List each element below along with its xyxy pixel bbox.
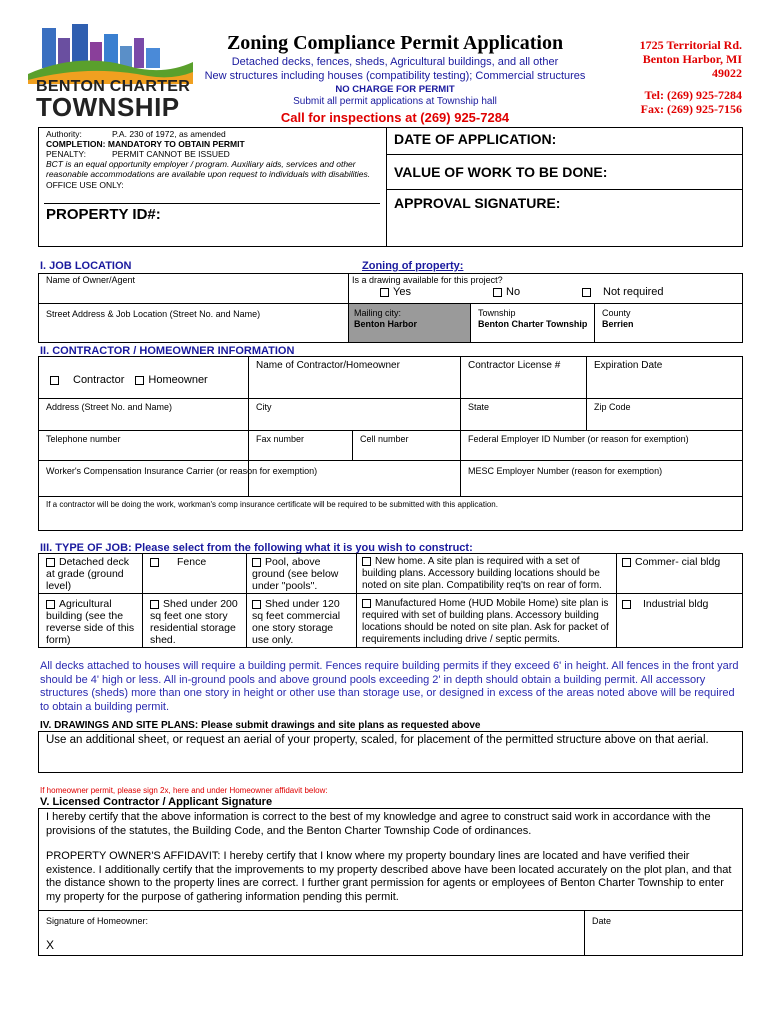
address-line-3: 49022	[712, 66, 742, 80]
job-type-heading: III. TYPE OF JOB: Please select from the following what it is you wish to construct:	[40, 542, 473, 554]
owner-agent-field[interactable]: Name of Owner/Agent	[46, 275, 136, 285]
workers-comp-field[interactable]: Worker's Compensation Insurance Carrier (or reason for exemption)	[46, 466, 318, 476]
authority-value: P.A. 230 of 1972, as amended	[112, 129, 226, 139]
not-required-label: Not required	[603, 286, 664, 298]
homeowner-note: If homeowner permit, please sign 2x, here and under Homeowner affidavit below:	[40, 786, 328, 795]
penalty-value: PERMIT CANNOT BE ISSUED	[112, 149, 230, 159]
manufactured-label: Manufactured Home (HUD Mobile Home) site plan is required with set of building plans. Accessory building locations should be noted on site plan. Ask for packet of requirements including drive / septic permits.	[362, 598, 609, 645]
subtitle-line-2: New structures including houses (compatibility testing); Commercial structures	[204, 70, 586, 82]
signature-heading: V. Licensed Contractor / Applicant Signature	[40, 796, 273, 808]
signature-x-mark: X	[46, 938, 55, 952]
mailing-city-value: Benton Harbor	[354, 319, 417, 329]
commercial-checkbox[interactable]	[622, 558, 631, 567]
drawing-yes-option[interactable]	[380, 286, 411, 299]
drawing-no-option[interactable]	[493, 286, 520, 299]
submit-note: Submit all permit applications at Township hall	[293, 96, 497, 107]
state-field[interactable]: State	[468, 402, 490, 412]
approval-signature-field[interactable]: APPROVAL SIGNATURE:	[394, 195, 561, 211]
signature-date-field[interactable]: Date	[592, 916, 612, 926]
shed-commercial-checkbox[interactable]	[252, 600, 261, 609]
commercial-label: Commer- cial bldg	[635, 556, 721, 568]
tel-line: Tel: (269) 925-7284	[644, 88, 742, 102]
job-commercial-option[interactable]	[622, 556, 722, 568]
fein-field[interactable]: Federal Employer ID Number (or reason for exemption)	[468, 434, 689, 444]
fence-label: Fence	[177, 556, 207, 568]
affidavit-text: PROPERTY OWNER'S AFFIDAVIT: I hereby certify that I know where my property boundary lines are located and have verified their existence. I additionally certify that the improvements to my property described above have been located accurately on the plot plan, and that the distance shown to the property lines are correct. I further grant permission for agents or employees of Benton Charter Township to enter my property for the purpose of gathering information pending this permit.	[46, 850, 732, 903]
shed-commercial-label: Shed under 120 sq feet commercial one story storage use only.	[252, 598, 341, 646]
drawing-question: Is a drawing available for this project?	[352, 275, 503, 285]
contractor-name-field[interactable]: Name of Contractor/Homeowner	[256, 360, 400, 371]
expiration-date-field[interactable]: Expiration Date	[594, 360, 663, 371]
logo-line-1: BENTON CHARTER	[36, 78, 191, 95]
fence-checkbox[interactable]	[150, 558, 159, 567]
homeowner-option-label: Homeowner	[148, 374, 208, 386]
not-required-checkbox[interactable]	[582, 288, 591, 297]
no-label: No	[506, 286, 521, 298]
completion-text: COMPLETION: MANDATORY TO OBTAIN PERMIT	[46, 139, 245, 149]
drawings-instruction: Use an additional sheet, or request an aerial of your property, scaled, for placement of the permitted structure above on that aerial.	[46, 734, 709, 746]
job-deck-option[interactable]	[46, 556, 138, 592]
skyline-logo-graphic	[28, 22, 193, 84]
homeowner-signature-field[interactable]: Signature of Homeowner:	[46, 916, 149, 926]
county-value: Berrien	[602, 319, 634, 329]
township-value: Benton Charter Township	[478, 319, 588, 329]
city-field[interactable]: City	[256, 402, 272, 412]
industrial-checkbox[interactable]	[622, 600, 631, 609]
deck-checkbox[interactable]	[46, 558, 55, 567]
subtitle-line-1: Detached decks, fences, sheds, Agricultural buildings, and all other	[231, 56, 559, 68]
job-location-heading: I. JOB LOCATION	[40, 260, 132, 272]
eeo-statement: BCT is an equal opportunity employer / program. Auxiliary aids, services and other reasonable accommodations are available upon request to individuals with disabilities.	[46, 159, 371, 179]
deck-label: Detached deck at grade (ground level)	[46, 556, 130, 592]
date-of-application-field[interactable]: DATE OF APPLICATION:	[394, 131, 557, 147]
contractor-heading: II. CONTRACTOR / HOMEOWNER INFORMATION	[40, 345, 295, 357]
new-home-checkbox[interactable]	[362, 557, 371, 566]
job-shed-commercial-option[interactable]	[252, 598, 352, 646]
drawings-heading: IV. DRAWINGS AND SITE PLANS: Please submit drawings and site plans as requested above	[40, 720, 481, 731]
job-new-home-option[interactable]	[362, 556, 612, 592]
job-agricultural-option[interactable]	[46, 598, 138, 646]
zip-code-field[interactable]: Zip Code	[594, 402, 631, 412]
county-label: County	[602, 308, 631, 318]
penalty-label: PENALTY:	[46, 149, 86, 159]
insurance-note: If a contractor will be doing the work, workman's comp insurance certificate will be required to be submitted with this application.	[46, 500, 498, 509]
office-use-label: OFFICE USE ONLY:	[46, 180, 124, 190]
contractor-option-label: Contractor	[73, 374, 125, 386]
cell-field[interactable]: Cell number	[360, 434, 409, 444]
no-charge-note: NO CHARGE FOR PERMIT	[335, 84, 455, 95]
job-pool-option[interactable]	[252, 556, 352, 592]
mailing-city-label: Mailing city:	[354, 308, 402, 318]
drawing-not-required-option[interactable]	[582, 286, 664, 299]
township-logo	[28, 22, 193, 122]
authority-block	[46, 129, 382, 190]
job-fence-option[interactable]	[150, 556, 242, 568]
permit-notice: All decks attached to houses will require a building permit. Fences require building permits if they exceed 6' in height. All fences in the front yard should be 4' high or less. All in-ground pools and above ground pools exceeding 2' in depth should obtain a building permit. All accessory structures (sheds) more than one story in height or other use than storage use, or designed in excess of the areas noted above will be required to obtain a building permit.	[40, 660, 739, 713]
form-title: Zoning Compliance Permit Application	[226, 32, 564, 54]
address-line-2: Benton Harbor, MI	[642, 52, 742, 66]
pool-label: Pool, above ground (see below under "pools".	[252, 556, 339, 592]
fax-field[interactable]: Fax number	[256, 434, 305, 444]
fax-line: Fax: (269) 925-7156	[640, 102, 742, 116]
new-home-label: New home. A site plan is required with a set of building plans. Accessory building locations should be noted on site plan. Compatibility req'ts on rear of form.	[362, 556, 602, 591]
homeowner-checkbox[interactable]	[135, 376, 144, 385]
job-manufactured-option[interactable]	[362, 598, 612, 646]
contractor-license-field[interactable]: Contractor License #	[468, 360, 561, 371]
zoning-heading: Zoning of property:	[362, 260, 464, 272]
address-field[interactable]: Address (Street No. and Name)	[46, 402, 173, 412]
job-shed-small-option[interactable]	[150, 598, 244, 646]
township-label: Township	[478, 308, 516, 318]
contractor-type-options	[50, 374, 208, 387]
no-checkbox[interactable]	[493, 288, 502, 297]
job-industrial-option[interactable]	[622, 598, 732, 610]
street-address-field[interactable]: Street Address & Job Location (Street No. and Name)	[46, 309, 261, 319]
yes-checkbox[interactable]	[380, 288, 389, 297]
industrial-label: Industrial bldg	[643, 598, 709, 610]
pool-checkbox[interactable]	[252, 558, 261, 567]
value-of-work-field[interactable]: VALUE OF WORK TO BE DONE:	[394, 164, 608, 180]
agricultural-checkbox[interactable]	[46, 600, 55, 609]
logo-line-2: TOWNSHIP	[36, 92, 180, 122]
certify-text: I hereby certify that the above information is correct to the best of my knowledge and agree to construct said work in accordance with the provisions of the statutes, the Building Code, and the Benton Charter Township Code of ordinances.	[46, 811, 711, 837]
agricultural-label: Agricultural building (see the reverse side of this form)	[46, 598, 135, 646]
property-id-label: PROPERTY ID#:	[46, 206, 161, 223]
telephone-field[interactable]: Telephone number	[46, 434, 121, 444]
manufactured-checkbox[interactable]	[362, 599, 371, 608]
authority-label: Authority:	[46, 129, 82, 139]
contractor-checkbox[interactable]	[50, 376, 59, 385]
yes-label: Yes	[393, 286, 411, 298]
mesc-field[interactable]: MESC Employer Number (reason for exemption)	[468, 466, 663, 476]
inspections-phone: Call for inspections at (269) 925-7284	[280, 110, 510, 125]
shed-small-checkbox[interactable]	[150, 600, 159, 609]
shed-small-label: Shed under 200 sq feet one story residential storage shed.	[150, 598, 238, 646]
address-line-1: 1725 Territorial Rd.	[639, 38, 742, 52]
